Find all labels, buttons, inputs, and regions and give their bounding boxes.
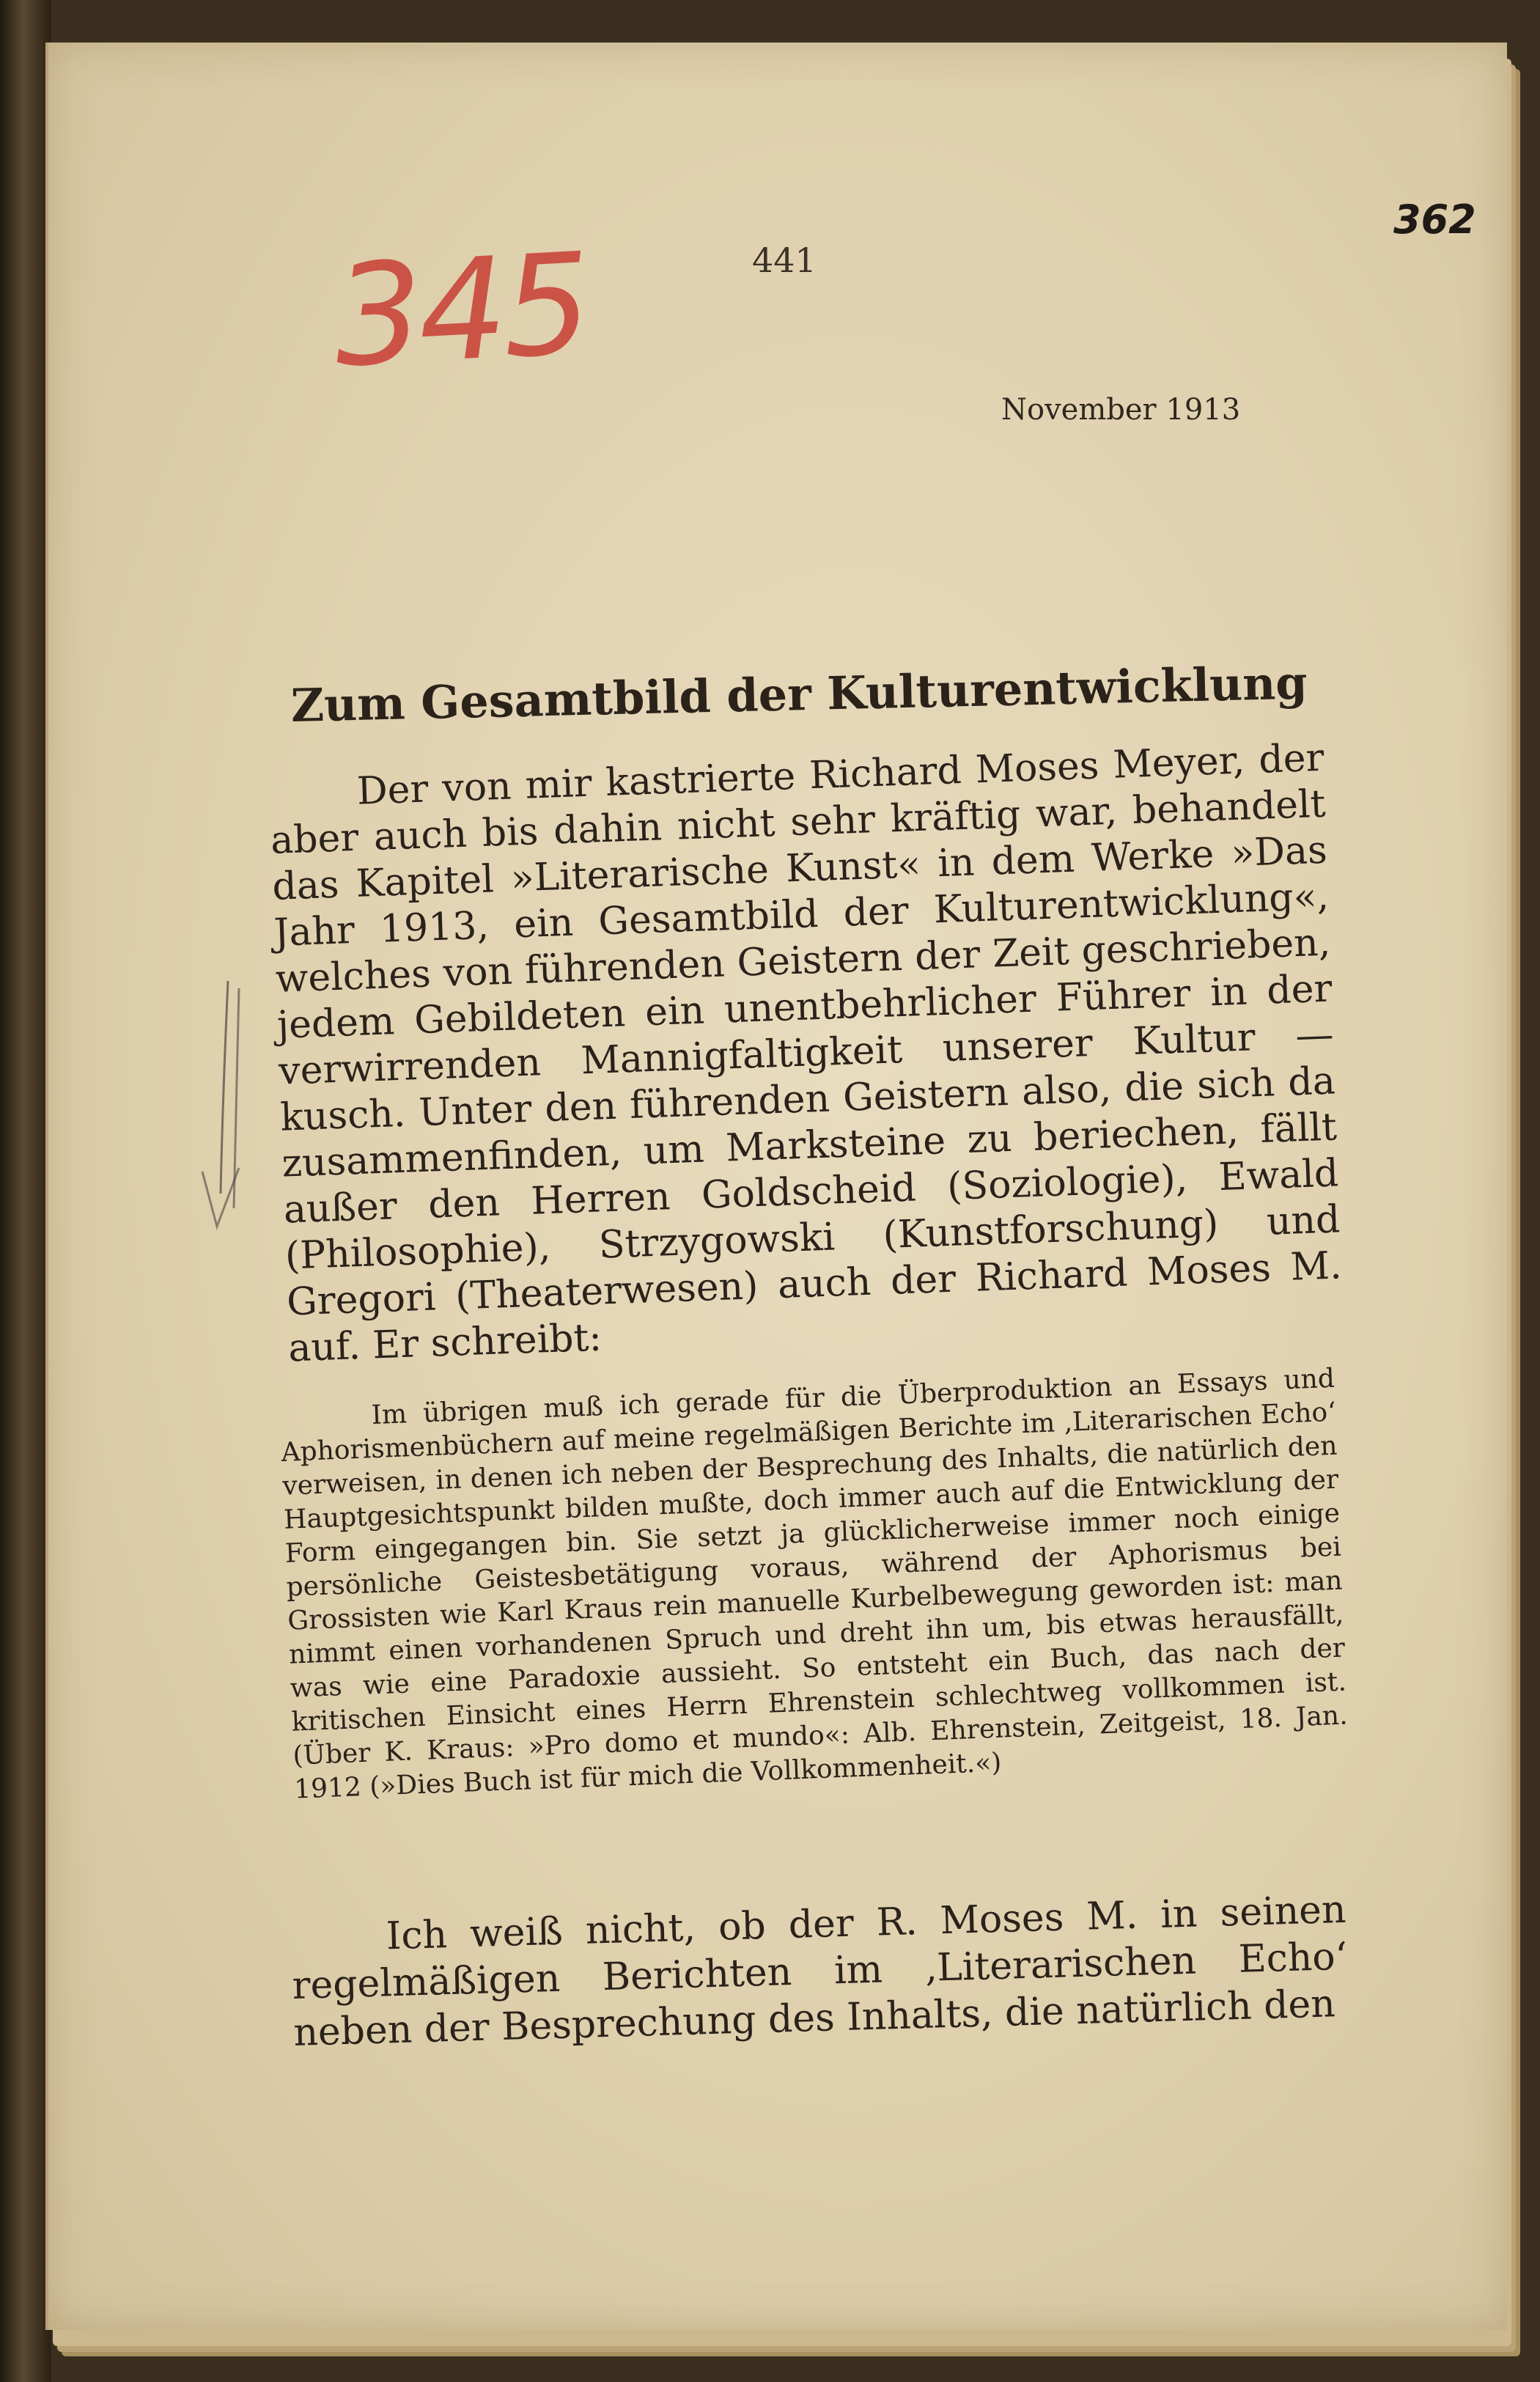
- book-binding: [0, 0, 51, 2382]
- page-number: 441: [752, 240, 817, 280]
- block-quote: Im übrigen muß ich gerade für die Überproduktion an Essays und Aphorismenbüchern auf meine regelmäßigen Berichte im ‚Literarischen Echo‘ verweisen, in denen ich neben der Besprechung des Inhalts, die natürlich den Hauptgesichtspunkt bilden mußte, doch immer auch auf die Entwicklung der Form eingegangen bin. Sie setzt ja glücklicherweise immer noch einige persönliche Geistesbetätigung voraus, während der Aphorismus bei Grossisten wie Karl Kraus rein manuelle Kurbelbewegung geworden ist: man nimmt einen vorhandenen Spruch und dreht ihn um, bis etwas herausfällt, was wie eine Paradoxie aussieht. So entsteht ein Buch, das nach der kritischen Einsicht eines Herrn Ehrenstein schlechtweg vollkommen ist. (Über K. Kraus: »Pro domo et mundo«: Alb. Ehrenstein, Zeitgeist, 18. Jan. 1912 (»Dies Buch ist für mich die Vollkommenheit.«): [280, 1363, 1349, 1805]
- article-paragraph-2: Ich weiß nicht, ob der R. Moses M. in seinen regelmäßigen Berichten im ‚Literarischen Echo‘ neben der Besprechung des Inhalts, die natürlich den: [291, 1887, 1348, 2055]
- article-paragraph-1: Der von mir kastrierte Richard Moses Meyer, der aber auch bis dahin nicht sehr kräftig war, behandelt das Kapitel »Literarische Kunst« in dem Werke »Das Jahr 1913, ein Gesamtbild der Kulturentwicklung«, welches von führenden Geistern der Zeit geschrieben, jedem Gebildeten ein unentbehrlicher Führer in der verwirrenden Mannigfaltigkeit unserer Kultur — kusch. Unter den führenden Geistern also, die sich da zusammenfinden, um Marksteine zu beriechen, fällt außer den Herren Goldscheid (Soziologie), Ewald (Philosophie), Strzygowski (Kunstforschung) und Gregori (Theaterwesen) auch der Richard Moses M. auf. Er schreibt:: [270, 735, 1343, 1371]
- article-title: Zum Gesamtbild der Kulturentwicklung: [290, 655, 1308, 732]
- handwritten-archive-number: 345: [330, 223, 592, 398]
- handwritten-folio-number: 362: [1393, 196, 1476, 243]
- document-page: [45, 43, 1507, 2330]
- pencil-check-mark: [199, 1164, 243, 1238]
- dateline: November 1913: [1001, 393, 1241, 427]
